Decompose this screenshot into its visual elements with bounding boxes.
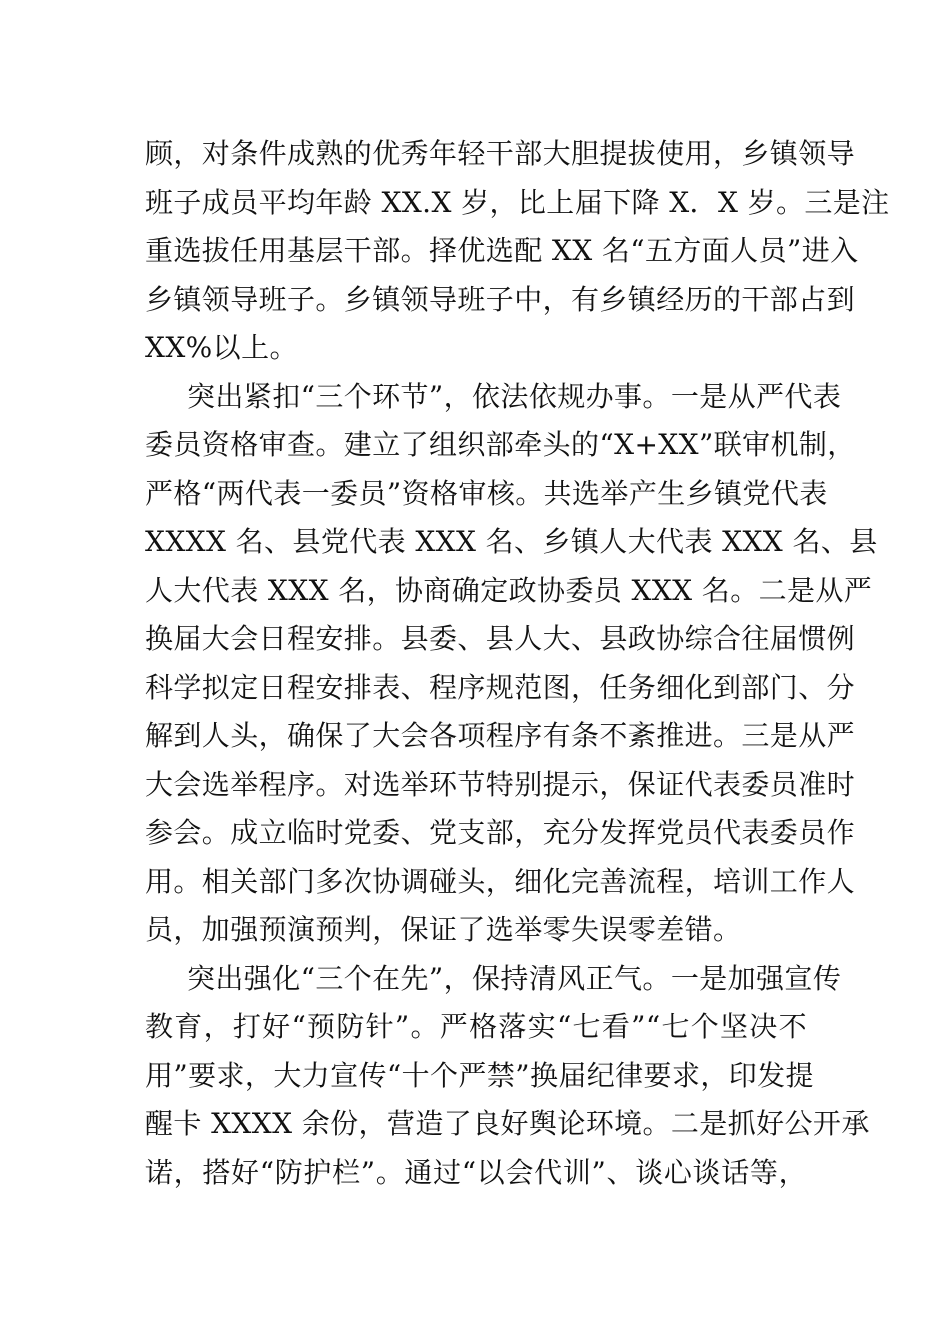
text-line: 用”要求，大力宣传“十个严禁”换届纪律要求，印发提 (145, 1058, 814, 1092)
text-line: 委员资格审查。建立了组织部牵头的“X+XX”联审机制， (145, 428, 856, 461)
text-line: 科学拟定日程安排表、程序规范图，任务细化到部门、分 (145, 670, 856, 704)
text-line: 换届大会日程安排。县委、县人大、县政协综合往届惯例 (145, 622, 856, 655)
text-line: 乡镇领导班子。乡镇领导班子中，有乡镇经历的干部占到 (145, 282, 856, 316)
text-line: 重选拔任用基层干部。择优选配 XX 名“五方面人员”进入 (145, 234, 859, 267)
paragraph-first-line: 突出紧扣“三个环节”，依法依规办事。一是从严代表 (187, 379, 842, 413)
text-line: 醒卡 XXXX 余份，营造了良好舆论环境。二是抓好公开承 (145, 1107, 870, 1140)
text-line: 人大代表 XXX 名，协商确定政协委员 XXX 名。二是从严 (145, 573, 873, 607)
text-line: XX%以上。 (145, 331, 298, 364)
text-line: 员，加强预演预判，保证了选举零失误零差错。 (145, 913, 742, 946)
document-body (145, 130, 890, 1197)
text-line: 顾，对条件成熟的优秀年轻干部大胆提拔使用，乡镇领导 (145, 137, 856, 170)
text-line: 大会选举程序。对选举环节特别提示，保证代表委员准时 (145, 767, 856, 801)
text-line: 班子成员平均年龄 XX.X 岁，比上届下降 X．X 岁。三是注 (145, 185, 890, 219)
text-line: 解到人头，确保了大会各项程序有条不紊推进。三是从严 (145, 719, 856, 752)
text-line: 用。相关部门多次协调碰头，细化完善流程，培训工作人 (145, 864, 856, 898)
text-line: 诺，搭好“防护栏”。通过“以会代训”、谈心谈话等， (145, 1155, 807, 1189)
text-line: XXXX 名、县党代表 XXX 名、乡镇人大代表 XXX 名、县 (145, 525, 878, 558)
text-line: 参会。成立临时党委、党支部，充分发挥党员代表委员作 (145, 816, 856, 849)
text-line: 教育，打好“预防针”。严格落实“七看”“七个坚决不 (145, 1010, 807, 1043)
paragraph-first-line: 突出强化“三个在先”，保持清风正气。一是加强宣传 (187, 961, 842, 995)
text-line: 严格“两代表一委员”资格审核。共选举产生乡镇党代表 (145, 476, 828, 510)
